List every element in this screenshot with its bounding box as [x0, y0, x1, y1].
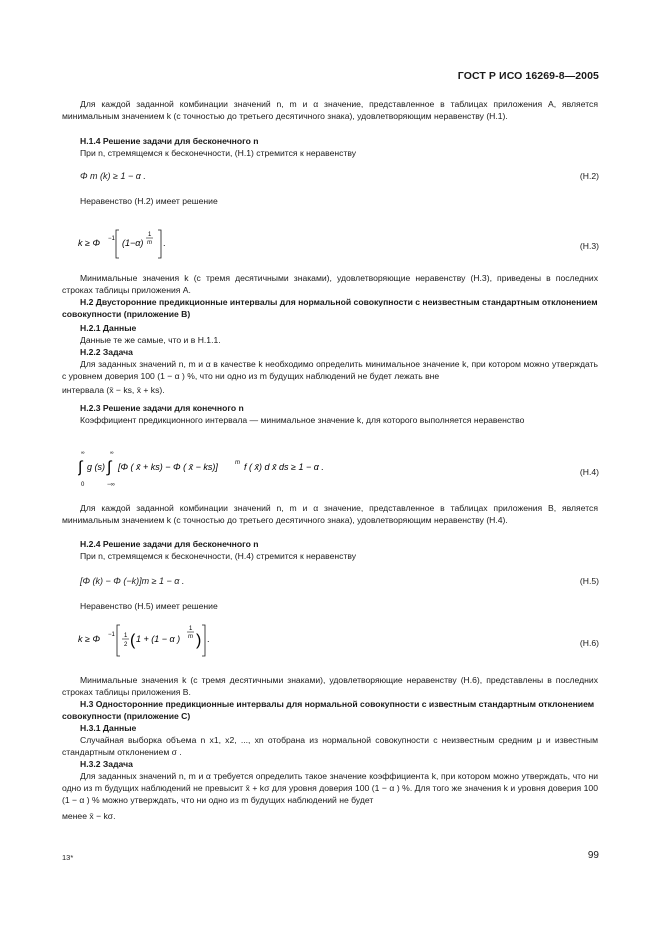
- svg-text:∫: ∫: [107, 459, 112, 476]
- svg-text:∫: ∫: [78, 459, 83, 476]
- svg-text:∞: ∞: [110, 450, 114, 456]
- paragraph: Минимальные значения k (с тремя десятичными знаками), удовлетворяющие неравенству (Н.3), приведены в последних строках таблицы приложения А.: [62, 273, 598, 295]
- section-heading: Н.3.1 Данные: [80, 723, 137, 733]
- paragraph: Минимальные значения k (с тремя десятичными знаками), удовлетворяющие неравенству (Н.6), представлены в последних строках таблицы приложения В.: [62, 675, 598, 697]
- paragraph: Для заданных значений n, m и α в качестве k необходимо определить минимальное значение k, при котором можно утверждать с уровнем доверия 100 (1 − α ) %, что ни одно из m будущих наблюдений не будет лежать вне: [62, 359, 598, 381]
- equation-h6: [78, 620, 228, 662]
- paragraph: Неравенство (Н.2) имеет решение: [80, 196, 218, 206]
- svg-text:1: 1: [124, 633, 128, 639]
- equation-h2: Φ m (k) ≥ 1 − α .: [80, 171, 146, 181]
- svg-text:g (s): g (s): [87, 462, 105, 472]
- paragraph: Для каждой заданной комбинации значений n, m и α значение, представленное в таблицах приложения А, является минимальным значением k (с точностью до третьего десятичного знака), удовлетворяющим неравенству (Н.1).: [62, 99, 598, 121]
- section-heading: Н.2.4 Решение задачи для бесконечного n: [80, 539, 259, 549]
- paragraph: Случайная выборка объема n x1, x2, ..., xn отобрана из нормальной совокупности с неизвестным средним μ и известным стандартным отклонением σ .: [62, 735, 598, 757]
- equation-number: (Н.2): [579, 171, 599, 181]
- footer-sheet-mark: 13*: [62, 853, 74, 862]
- paragraph: Неравенство (Н.5) имеет решение: [80, 601, 218, 611]
- svg-text:[Φ ( x̄ + ks) − Φ ( x̄ − ks)]: [Φ ( x̄ + ks) − Φ ( x̄ − ks)]: [118, 462, 218, 472]
- section-heading: Н.2.1 Данные: [80, 323, 137, 333]
- svg-text:1: 1: [189, 626, 193, 632]
- svg-text:1: 1: [148, 232, 152, 238]
- section-heading: Н.3.2 Задача: [80, 759, 133, 769]
- paragraph: Коэффициент предикционного интервала — минимальное значение k, для которого выполняется неравенство: [80, 415, 525, 425]
- paragraph: При n, стремящемся к бесконечности, (Н.1) стремится к неравенству: [80, 148, 357, 158]
- paragraph: интервала (x̄ − ks, x̄ + ks).: [62, 385, 165, 395]
- section-heading: Н.2 Двусторонние предикционные интервалы для нормальной совокупности с неизвестным стандартным отклонением совокупности (приложение В): [62, 297, 598, 319]
- page-header-standard: ГОСТ Р ИСО 16269-8—2005: [457, 70, 599, 82]
- paragraph: Для каждой заданной комбинации значений n, m и α значение, представленное в таблицах приложения В, является минимальным значением k (с точностью до третьего десятичного знака), удовлетворяющим неравенству (Н.4).: [62, 503, 598, 525]
- equation-number: (Н.3): [579, 241, 599, 251]
- svg-text:k ≥ Φ: k ≥ Φ: [78, 238, 100, 248]
- paragraph: Данные те же самые, что и в Н.1.1.: [80, 335, 221, 345]
- section-heading: Н.1.4 Решение задачи для бесконечного n: [80, 136, 259, 146]
- paragraph: Для заданных значений n, m и α требуется определить такое значение коэффициента k, при котором можно утверждать, что ни одно из m будущих наблюдений не превысит x̄ + kσ для уровня доверия 100 (1 − α ) %. Для того же значения k и уровня доверия 100 (1 − α ) % можно утверждать, что ни одно из m будущих наблюдений не будет: [62, 771, 598, 805]
- svg-text:f ( x̄) d x̄ ds ≥ 1 − α .: f ( x̄) d x̄ ds ≥ 1 − α .: [244, 462, 324, 472]
- svg-text:2: 2: [124, 642, 128, 648]
- equation-h4: [78, 448, 338, 490]
- svg-text:.: .: [207, 634, 210, 644]
- section-heading: Н.2.3 Решение задачи для конечного n: [80, 403, 244, 413]
- equation-h5: [Φ (k) − Φ (−k)]m ≥ 1 − α .: [80, 576, 185, 586]
- svg-text:m: m: [235, 460, 240, 466]
- svg-text:0: 0: [81, 482, 85, 488]
- svg-text:(: (: [130, 632, 136, 649]
- equation-number: (Н.4): [579, 467, 599, 477]
- section-heading: Н.2.2 Задача: [80, 347, 133, 357]
- svg-text:∞: ∞: [81, 450, 85, 456]
- svg-text:1 + (1 − α ): 1 + (1 − α ): [136, 634, 181, 644]
- svg-text:): ): [196, 632, 202, 649]
- equation-number: (Н.5): [579, 576, 599, 586]
- paragraph: менее x̄ − kσ.: [62, 811, 116, 821]
- equation-h3: [78, 225, 198, 265]
- svg-text:m: m: [188, 634, 193, 640]
- page-number: 99: [587, 850, 599, 861]
- svg-text:.: .: [163, 238, 166, 248]
- section-heading: Н.3 Односторонние предикционные интервалы для нормальной совокупности с известным стандартным отклонением совокупности (приложение С): [62, 699, 595, 721]
- svg-text:−1: −1: [108, 236, 115, 242]
- svg-text:k ≥ Φ: k ≥ Φ: [78, 634, 100, 644]
- paragraph: При n, стремящемся к бесконечности, (Н.4) стремится к неравенству: [80, 551, 357, 561]
- svg-text:−∞: −∞: [107, 482, 115, 488]
- svg-text:(1−α): (1−α): [122, 238, 144, 248]
- equation-number: (Н.6): [579, 638, 599, 648]
- svg-text:m: m: [147, 240, 152, 246]
- svg-text:−1: −1: [108, 632, 115, 638]
